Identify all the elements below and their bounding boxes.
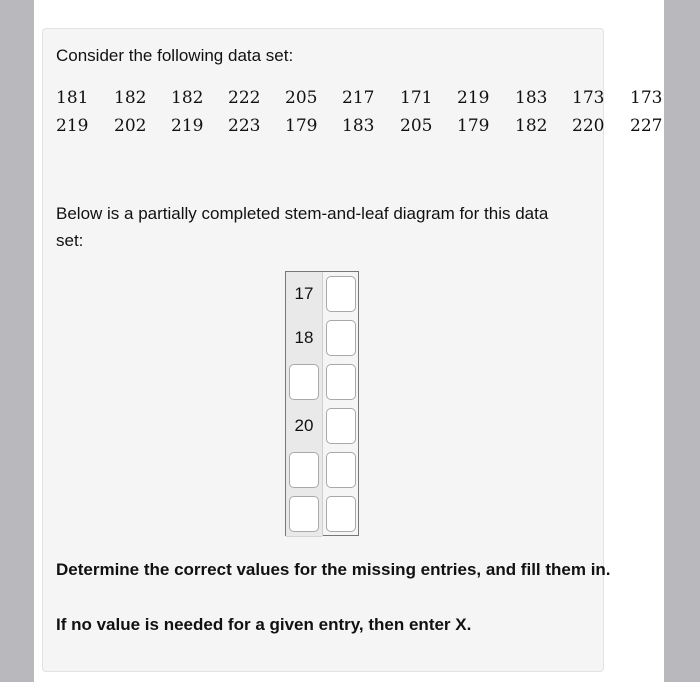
stem-row <box>286 316 358 360</box>
stem-input[interactable] <box>289 452 319 488</box>
stem-cell <box>286 448 322 493</box>
leaf-cell <box>322 272 359 316</box>
data-value: 220 <box>572 116 605 136</box>
data-value: 219 <box>457 88 490 108</box>
data-value: 182 <box>114 88 147 108</box>
stem-label: 20 <box>286 404 322 449</box>
data-value: 181 <box>56 88 89 108</box>
stem-row <box>286 492 358 536</box>
data-value: 182 <box>515 116 548 136</box>
leaf-input[interactable] <box>326 364 356 400</box>
leaf-input[interactable] <box>326 320 356 356</box>
data-value: 173 <box>572 88 605 108</box>
leaf-cell <box>322 404 359 448</box>
intro-text: Consider the following data set: <box>56 46 294 65</box>
data-value: 227 <box>630 116 663 136</box>
description-text: Below is a partially completed stem-and-leaf diagram for this data set: <box>56 204 549 250</box>
data-value: 217 <box>342 88 375 108</box>
leaf-input[interactable] <box>326 408 356 444</box>
stem-cell <box>286 492 322 537</box>
data-value: 179 <box>285 116 318 136</box>
stem-and-leaf-diagram <box>285 271 359 536</box>
instruction-note: If no value is needed for a given entry, then enter X. <box>56 615 472 634</box>
data-value: 222 <box>228 88 261 108</box>
instruction-text: Determine the correct values for the missing entries, and fill them in. <box>56 560 611 579</box>
leaf-input[interactable] <box>326 452 356 488</box>
data-value: 205 <box>285 88 318 108</box>
left-gutter <box>0 0 34 682</box>
stem-row <box>286 448 358 492</box>
right-gutter <box>664 0 700 682</box>
data-value: 179 <box>457 116 490 136</box>
stem-label: 18 <box>286 316 322 361</box>
data-value: 205 <box>400 116 433 136</box>
leaf-cell <box>322 492 359 536</box>
leaf-cell <box>322 316 359 360</box>
stem-input[interactable] <box>289 496 319 532</box>
stem-label: 17 <box>286 272 322 317</box>
stem-cell <box>286 360 322 405</box>
leaf-input[interactable] <box>326 276 356 312</box>
data-value: 219 <box>171 116 204 136</box>
data-value: 173 <box>630 88 663 108</box>
data-value: 223 <box>228 116 261 136</box>
leaf-cell <box>322 448 359 492</box>
data-value: 219 <box>56 116 89 136</box>
leaf-input[interactable] <box>326 496 356 532</box>
stem-row <box>286 360 358 404</box>
data-value: 183 <box>342 116 375 136</box>
leaf-cell <box>322 360 359 404</box>
stem-row <box>286 272 358 316</box>
data-value: 182 <box>171 88 204 108</box>
data-value: 202 <box>114 116 147 136</box>
data-value: 171 <box>400 88 433 108</box>
stem-row <box>286 404 358 448</box>
stem-input[interactable] <box>289 364 319 400</box>
data-value: 183 <box>515 88 548 108</box>
